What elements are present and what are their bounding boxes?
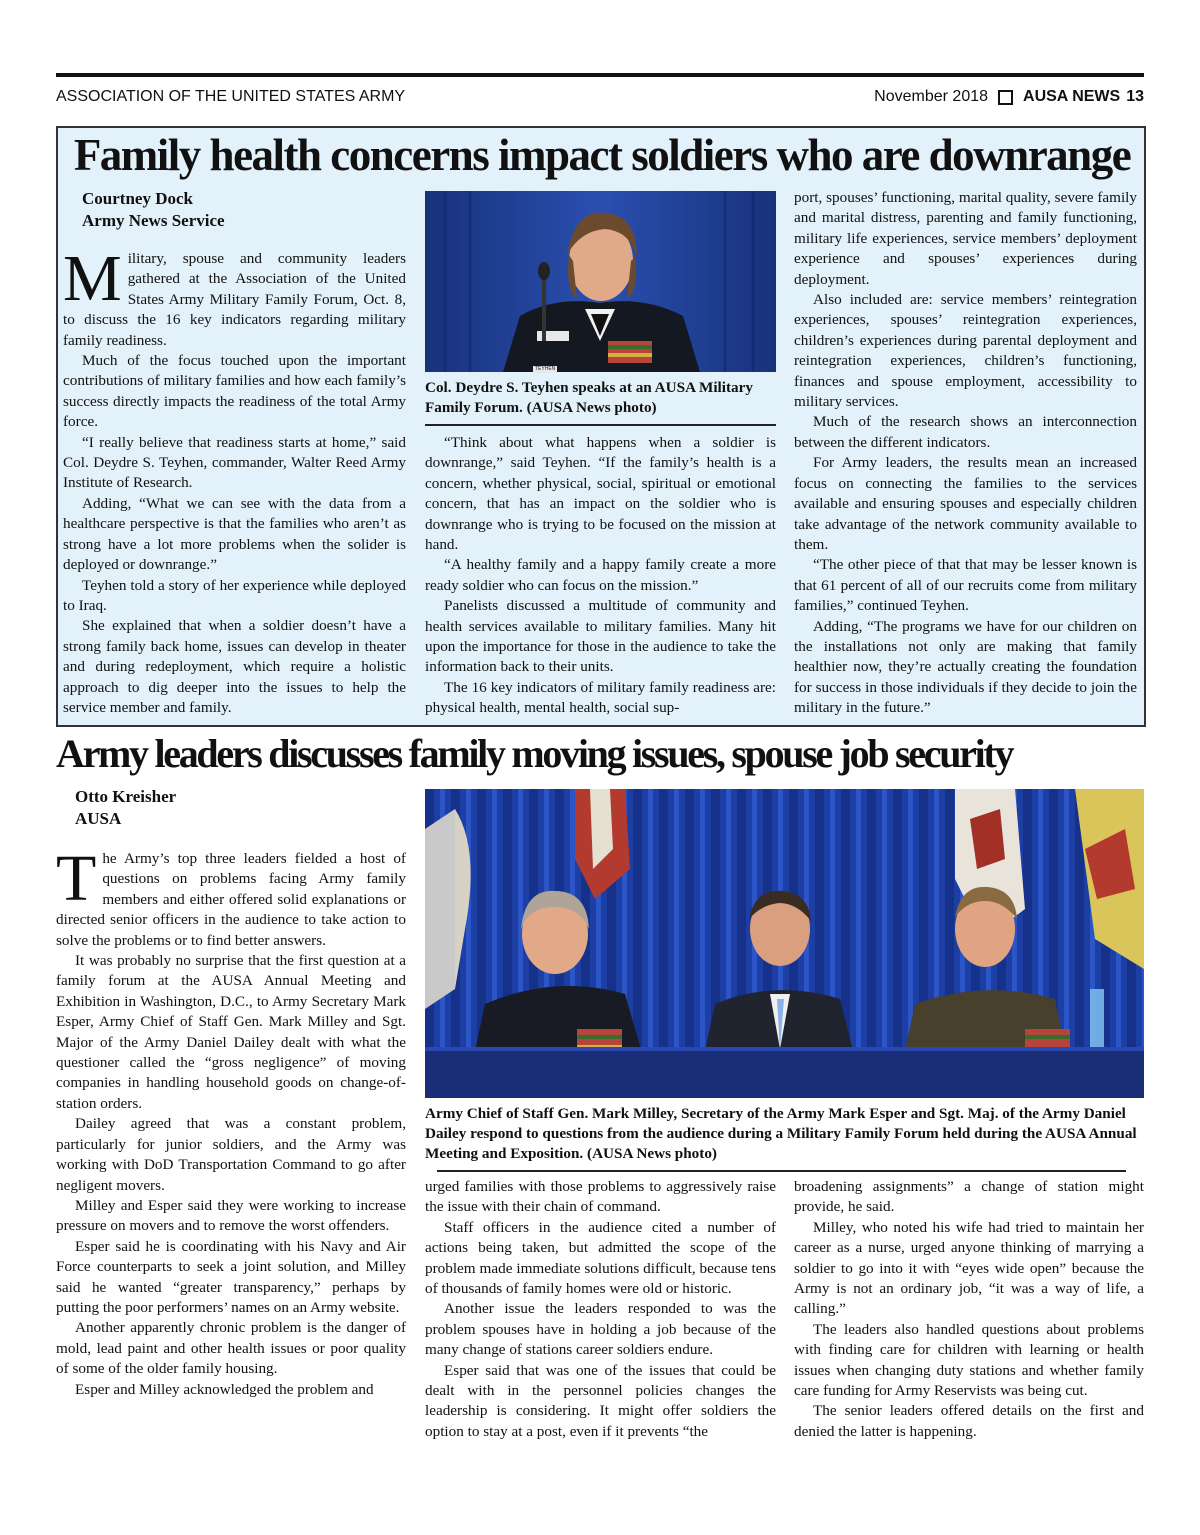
header-rule xyxy=(56,73,1144,77)
paragraph: “I really believe that readiness starts at home,” said Col. Deydre S. Teyhen, commander, Walter Reed Army Institute of Research. xyxy=(63,433,406,492)
paragraph: Milley and Esper said they were working to increase pressure on movers and to remove the worst offenders. xyxy=(56,1196,406,1235)
paragraph: Panelists discussed a multitude of community and health services available to military families. Many hit upon the importance for those in the audience to take the information back to their units. xyxy=(425,597,776,676)
paragraph: Much of the focus touched upon the important contributions of military families and how each family’s success directly impacts the readiness of the total Army force. xyxy=(63,352,406,431)
paragraph: urged families with those problems to aggressively raise the issue with their chain of command. xyxy=(425,1178,776,1216)
nameplate: TEYHEN xyxy=(535,366,556,372)
article1-byline xyxy=(82,188,225,232)
paragraph: Adding, “What we can see with the data from a healthcare perspective is that the families who aren’t as strong have a lot more problems when the solider is deployed or downrange.” xyxy=(63,494,406,574)
photo1-caption: Col. Deydre S. Teyhen speaks at an AUSA Military Family Forum. (AUSA News photo) xyxy=(425,379,753,416)
paragraph: Esper and Milley acknowledged the problem and xyxy=(75,1380,374,1398)
leaders-panel-illustration xyxy=(425,789,1144,1098)
article1-headline: Family health concerns impact soldiers who are downrange xyxy=(73,130,1131,180)
publisher-name: ASSOCIATION OF THE UNITED STATES ARMY xyxy=(56,88,406,105)
byline-name: Courtney Dock xyxy=(82,189,193,208)
leaders-panel-photo xyxy=(425,789,1144,1098)
caption-rule xyxy=(425,424,776,426)
paragraph: The 16 key indicators of military family readiness are: physical health, mental health, social sup- xyxy=(425,678,776,717)
article2-column-2 xyxy=(425,1177,776,1442)
paragraph: Dailey agreed that was a constant problem, particularly for junior soldiers, and the Army was working with DoD Transportation Command to go after negligent movers. xyxy=(56,1115,406,1194)
paragraph: Much of the research shows an interconnection between the different indicators. xyxy=(794,413,1137,451)
paragraph: The leaders also handled questions about problems with finding care for children with learning or health issues when changing duty stations and whether family care funding for Army Reservists was being cut. xyxy=(794,1320,1144,1400)
photo2-caption: Army Chief of Staff Gen. Mark Milley, Secretary of the Army Mark Esper and Sgt. Maj. of the Army Daniel Dailey respond to questions from the audience during a Military Family Forum held during the AUSA Annual Meeting and Exposition. (AUSA News photo) xyxy=(425,1105,1137,1162)
byline-name: Otto Kreisher xyxy=(75,787,177,806)
article2-column-3 xyxy=(794,1177,1144,1442)
paragraph: Adding, “The programs we have for our children on the installations not only are making that family healthier now, they’re actually creating the foundation for success in those individuals if they decide to join the military in the future.” xyxy=(794,617,1137,717)
paragraph: Esper said that was one of the issues that could be dealt with in the personnel policies changes the leadership is considering. It might offer soldiers the option to stay at a post, even if it prevents “the xyxy=(425,1361,776,1440)
article1-column-1 xyxy=(63,242,406,718)
paragraph: Teyhen told a story of her experience while deployed to Iraq. xyxy=(63,576,406,614)
paragraph: It was probably no surprise that the first question at a family forum at the AUSA Annual Meeting and Exhibition in Washington, D.C., to Army Secretary Mark Esper, Army Chief of Staff Gen. Mark Milley and Sgt. Major of the Army Daniel Dailey dealt with what the questioner called the “gross negligence” of moving companies in handling household goods on change-of-station orders. xyxy=(56,952,406,1112)
byline-org: Army News Service xyxy=(82,211,225,230)
page-number: 13 xyxy=(1126,88,1144,105)
byline-org: AUSA xyxy=(75,809,122,828)
paragraph: Another apparently chronic problem is the danger of mold, lead paint and other health issues or poor quality of some of the older family housing. xyxy=(56,1319,406,1378)
article2-byline xyxy=(75,786,176,830)
paragraph: The senior leaders offered details on the first and denied the latter is happening. xyxy=(794,1402,1144,1440)
teyhen-photo-illustration xyxy=(425,191,776,372)
caption-rule xyxy=(437,1170,1126,1172)
paragraph: broadening assignments” a change of station might provide, he said. xyxy=(794,1178,1144,1216)
paragraph: “The other piece of that that may be lesser known is that 61 percent of all of our recruits come from military families,” continued Teyhen. xyxy=(794,556,1137,615)
article1-column-3 xyxy=(794,188,1137,719)
lead-paragraph xyxy=(56,842,406,951)
lead-text: he Army’s top three leaders fielded a host of questions on problems facing Army family members and either offered solid explanations or directed senior officers in the audience to take action to solve the problems or to find better answers. xyxy=(56,850,406,949)
dropcap: M xyxy=(63,242,122,315)
dropcap: T xyxy=(56,842,97,915)
paragraph: Milley, who noted his wife had tried to maintain her career as a nurse, urged anyone thinking of marrying a soldier to go into it with “eyes wide open” because the Army is not an ordinary job, “it was a way of life, a calling.” xyxy=(794,1218,1144,1318)
paragraph: She explained that when a soldier doesn’t have a strong family back home, issues can develop in theater and during redeployment, which require a holistic approach to dig deeper into the issues to help the service member and family. xyxy=(63,617,406,716)
teyhen-photo xyxy=(425,191,776,372)
paragraph: port, spouses’ functioning, marital quality, severe family and marital distress, parenting and family functioning, military life experiences, service members’ deployment experience and spouses’ experiences during deployment. xyxy=(794,189,1137,288)
paragraph: “Think about what happens when a soldier is downrange,” said Teyhen. “If the family’s health is a concern, whether physical, social, spiritual or emotional concern, that has an impact on the soldier who is downrange who is trying to be focused on the mission at hand. xyxy=(425,434,776,554)
paragraph: Esper said he is coordinating with his Navy and Air Force counterparts to seek a joint solution, and Milley said he wanted “greater transparency,” perhaps by putting the poor performers’ names on an Army website. xyxy=(56,1237,406,1316)
paragraph: Staff officers in the audience cited a number of actions being taken, but admitted the scope of the problem made immediate solutions difficult, because tens of thousands of family homes were old or historic. xyxy=(425,1218,776,1298)
article1-column-2 xyxy=(425,433,776,719)
paragraph: For Army leaders, the results mean an increased focus on connecting the families to the services available and ensuring spouses and especially children take advantage of the network community available to them. xyxy=(794,454,1137,553)
paragraph: Also included are: service members’ reintegration experiences, spouses’ reintegration experiences, children’s experiences during parental deployment and reintegration experiences, children’s functioning, finances and spouse employment, accessibility to military services. xyxy=(794,291,1137,411)
publication-name: AUSA NEWS xyxy=(1023,88,1121,105)
article2-column-1 xyxy=(56,842,406,1400)
article2-headline: Army leaders discusses family moving issues, spouse job security xyxy=(56,731,1013,776)
issue-date: November 2018 xyxy=(874,88,989,105)
paragraph: “A healthy family and a happy family create a more ready soldier who can focus on the mission.” xyxy=(425,556,776,594)
page-header-right xyxy=(874,88,1144,106)
lead-paragraph xyxy=(63,242,406,351)
paragraph: Another issue the leaders responded to was the problem spouses have in holding a job because of the many change of stations career soldiers endure. xyxy=(425,1300,776,1359)
lead-text: ilitary, spouse and community leaders gathered at the Association of the United States Army Military Family Forum, Oct. 8, to discuss the 16 key indicators regarding military family readiness. xyxy=(63,250,406,349)
square-bullet-icon xyxy=(998,90,1013,105)
